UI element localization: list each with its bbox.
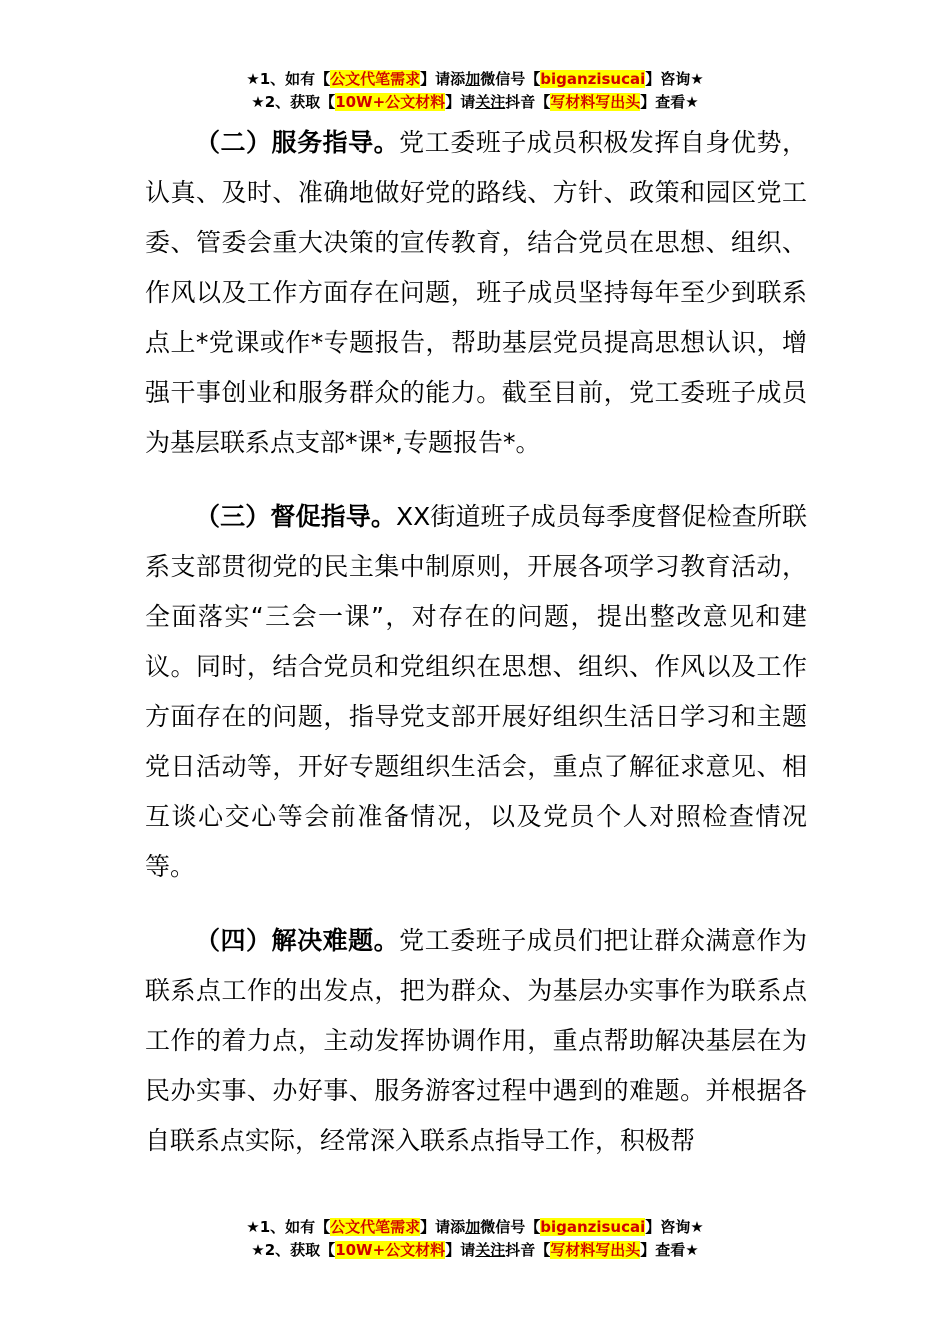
section-heading: （二）服务指导。 bbox=[195, 128, 400, 157]
banner-text: 】请添 bbox=[420, 1218, 466, 1236]
banner-text: 】查看★ bbox=[640, 1241, 699, 1259]
banner-highlight: 10W+公文材料 bbox=[335, 1241, 446, 1259]
banner-text: 】请 bbox=[445, 93, 476, 111]
banner-highlight: 10W+公文材料 bbox=[335, 93, 446, 111]
header-banner bbox=[0, 68, 950, 114]
banner-text: 抖音【 bbox=[505, 93, 551, 111]
banner-line-1 bbox=[0, 1216, 950, 1239]
banner-text: 抖音【 bbox=[505, 1241, 551, 1259]
paragraph-supervision-guidance bbox=[145, 492, 807, 892]
banner-text: 】咨询★ bbox=[645, 70, 704, 88]
banner-highlight: 写材料写出头 bbox=[550, 1241, 641, 1259]
document-body bbox=[145, 118, 807, 1166]
section-heading: （四）解决难题。 bbox=[195, 926, 400, 955]
banner-text: 】查看★ bbox=[640, 93, 699, 111]
banner-text: ★1、如有【 bbox=[246, 70, 331, 88]
banner-line-2 bbox=[0, 91, 950, 114]
banner-underlined: 加 bbox=[465, 70, 481, 88]
section-body: 党工委班子成员们把让群众满意作为联系点工作的出发点，把为群众、为基层办实事作为联系点工作的着力点，主动发挥协调作用，重点帮助解决基层在为民办实事、办好事、服务游客过程中遇到的难题。并根据各自联系点实际，经常深入联系点指导工作，积极帮 bbox=[145, 926, 807, 1155]
banner-text: ★2、获取【 bbox=[251, 93, 336, 111]
banner-text: 】请 bbox=[445, 1241, 476, 1259]
banner-text: 】请添 bbox=[420, 70, 466, 88]
banner-text: 微信号【 bbox=[480, 1218, 541, 1236]
paragraph-service-guidance bbox=[145, 118, 807, 468]
banner-text: 微信号【 bbox=[480, 70, 541, 88]
banner-underlined: 关注 bbox=[475, 93, 506, 111]
banner-text: 】咨询★ bbox=[645, 1218, 704, 1236]
banner-underlined: 加 bbox=[465, 1218, 481, 1236]
section-body: XX街道班子成员每季度督促检查所联系支部贯彻党的民主集中制原则，开展各项学习教育活动，全面落实“三会一课”，对存在的问题，提出整改意见和建议。同时，结合党员和党组织在思想、组织、作风以及工作方面存在的问题，指导党支部开展好组织生活日学习和主题党日活动等，开好专题组织生活会，重点了解征求意见、相互谈心交心等会前准备情况，以及党员个人对照检查情况等。 bbox=[145, 502, 807, 881]
banner-highlight: 公文代笔需求 bbox=[330, 70, 421, 88]
banner-text: ★1、如有【 bbox=[246, 1218, 331, 1236]
banner-text: ★2、获取【 bbox=[251, 1241, 336, 1259]
banner-highlight: biganzisucai bbox=[540, 1218, 646, 1236]
section-body: 党工委班子成员积极发挥自身优势，认真、及时、准确地做好党的路线、方针、政策和园区党工委、管委会重大决策的宣传教育，结合党员在思想、组织、作风以及工作方面存在问题，班子成员坚持每年至少到联系点上*党课或作*专题报告，帮助基层党员提高思想认识，增强干事创业和服务群众的能力。截至目前，党工委班子成员为基层联系点支部*课*,专题报告*。 bbox=[145, 128, 807, 457]
section-heading: （三）督促指导。 bbox=[195, 502, 396, 531]
banner-highlight: 公文代笔需求 bbox=[330, 1218, 421, 1236]
banner-line-2 bbox=[0, 1239, 950, 1262]
banner-highlight: biganzisucai bbox=[540, 70, 646, 88]
paragraph-solve-problems bbox=[145, 916, 807, 1166]
footer-banner bbox=[0, 1216, 950, 1262]
banner-line-1 bbox=[0, 68, 950, 91]
banner-highlight: 写材料写出头 bbox=[550, 93, 641, 111]
banner-underlined: 关注 bbox=[475, 1241, 506, 1259]
